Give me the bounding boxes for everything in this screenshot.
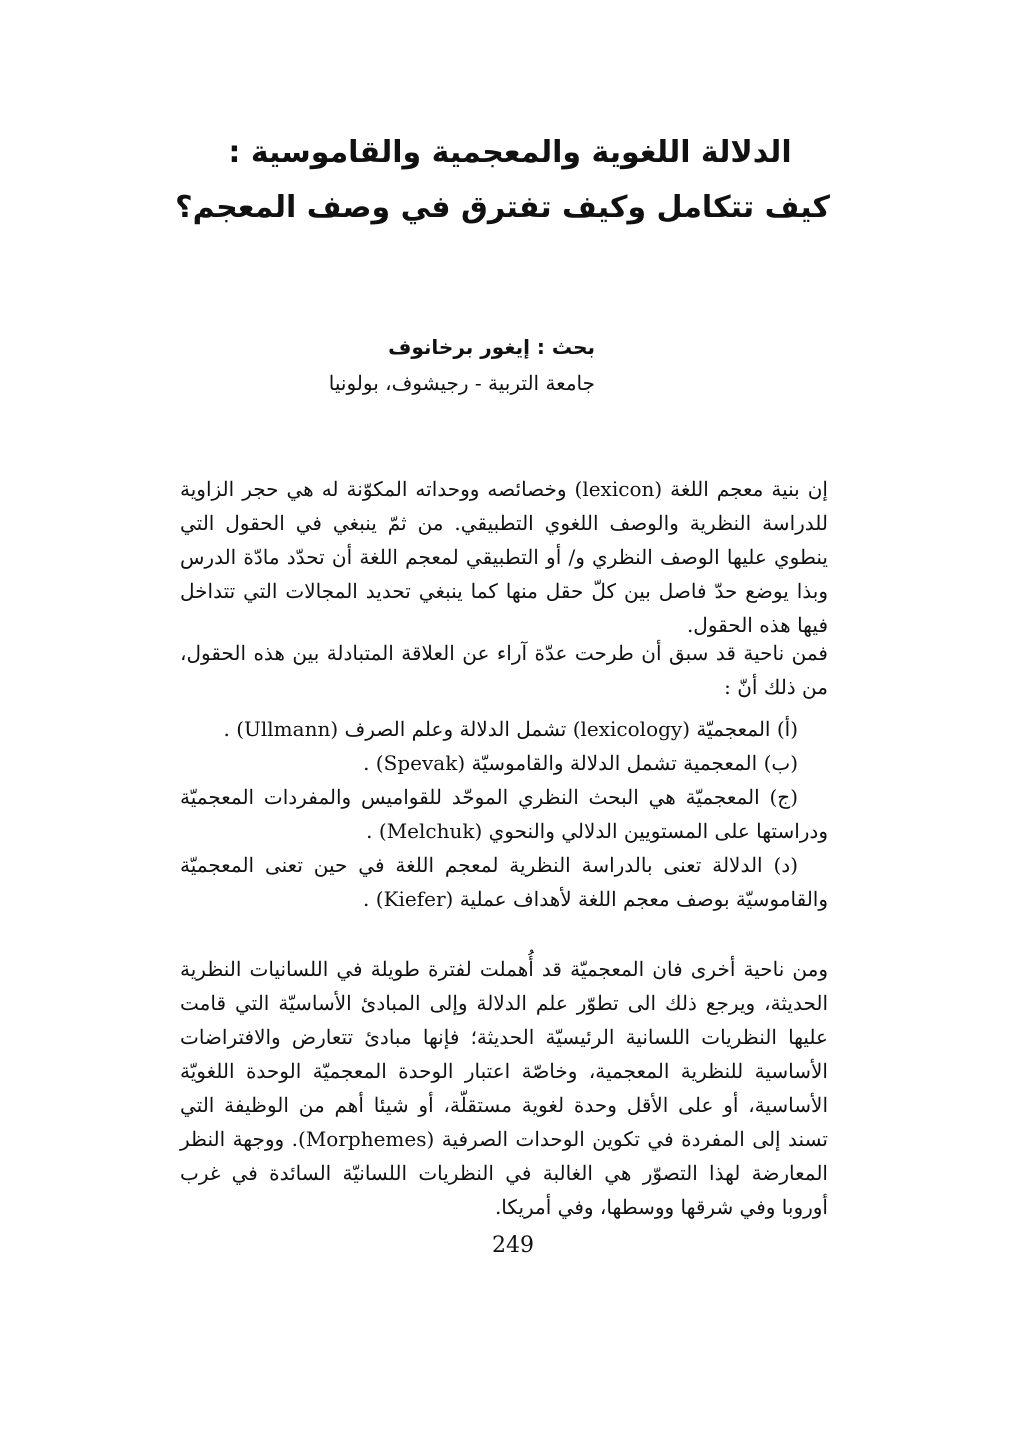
definitions-list bbox=[180, 712, 828, 916]
paragraph-2: فمن ناحية قد سبق أن طرحت عدّة آراء عن العلاقة المتبادلة بين هذه الحقول، من ذلك أنّ : bbox=[180, 641, 828, 699]
title-line-1: الدلالة اللغوية والمعجمية والقاموسية : bbox=[228, 135, 792, 170]
title-line-2: كيف تتكامل وكيف تفترق في وصف المعجم؟ bbox=[175, 190, 830, 225]
list-item: (ب) المعجمية تشمل الدلالة والقاموسيّة (Spevak) . bbox=[363, 751, 798, 775]
list-item: (أ) المعجميّة (lexicology) تشمل الدلالة وعلم الصرف (Ullmann) . bbox=[223, 717, 798, 741]
paragraph-1: إن بنية معجم اللغة (lexicon) وخصائصه ووحداته المكوّنة له هي حجر الزاوية للدراسة النظرية والوصف اللغوي التطبيقي. من ثمّ ينبغي في الحقول التي ينطوي عليها الوصف النظري و/ أو التطبيقي لمعجم اللغة أن تحدّد مادّة الدرس وبذا يوضع حدّ فاصل بين كلّ حقل منها كما ينبغي تحديد المجالات التي تتداخل فيها هذه الحقول. bbox=[180, 477, 829, 637]
paragraph-3: ومن ناحية أخرى فان المعجميّة قد أُهملت لفترة طويلة في اللسانيات النظرية الحديثة، ويرجع ذلك الى تطوّر علم الدلالة وإلى المبادئ الأساسيّة التي قامت عليها النظريات اللسانية الرئيسيّة الحديثة؛ فإنها مبادئ تتعارض والافتراضات الأساسية للنظرية المعجمية، وخاصّة اعتبار الوحدة المعجميّة الوحدة اللغويّة الأساسية، أو على الأقل وحدة لغوية مستقلّة، أو شيئا أهم من الوظيفة التي تسند إلى المفردة في تكوين الوحدات الصرفية (Morphemes). ووجهة النظر المعارضة لهذا التصوّر هي الغالبة في النظريات اللسانيّة السائدة في غرب أوروبا وفي شرقها ووسطها، وفي أمريكا. bbox=[180, 957, 828, 1219]
list-item: (ج) المعجميّة هي البحث النظري الموحّد للقواميس والمفردات المعجميّة ودراستها على المستويين الدلالي والنحوي (Melchuk) . bbox=[180, 785, 828, 843]
author: بحث : إيغور برخانوف bbox=[388, 335, 595, 359]
affiliation: جامعة التربية - رجيشوف، بولونيا bbox=[328, 371, 595, 395]
list-item: (د) الدلالة تعنى بالدراسة النظرية لمعجم اللغة في حين تعنى المعجميّة والقاموسيّة بوصف معجم اللغة لأهداف عملية (Kiefer) . bbox=[180, 853, 828, 911]
page-number: 249 bbox=[492, 1233, 534, 1258]
